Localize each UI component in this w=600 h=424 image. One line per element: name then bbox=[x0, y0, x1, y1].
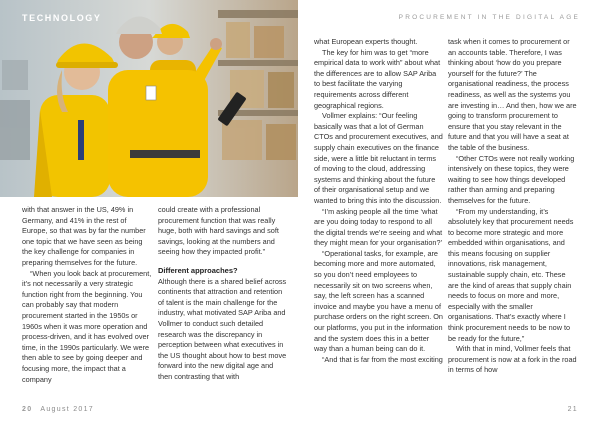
text-column-1 bbox=[22, 205, 153, 385]
text-column-2 bbox=[158, 205, 289, 383]
section-tag: TECHNOLOGY bbox=[22, 13, 102, 23]
article-photo bbox=[0, 0, 298, 197]
paragraph: With that in mind, Vollmer feels that procurement is now at a fork in the road in terms of how bbox=[448, 344, 577, 375]
paragraph: The key for him was to get “more empirical data to work with” about what the differences are to allow SAP Ariba to best facilitate the varying requirements across different geographical regions. bbox=[314, 47, 441, 110]
page-number-right: 21 bbox=[567, 406, 578, 413]
paragraph: what European experts thought. bbox=[314, 37, 418, 46]
subheading: Different approaches? bbox=[158, 265, 238, 275]
warehouse-illustration bbox=[0, 0, 298, 197]
paragraph: Although there is a shared belief across continents that attraction and retention of talent is the main challenge for the industry, what motivated SAP Ariba and Vollmer to conduct such detailed research was the discrepancy in perception between what executives in the US thought about how to best move forward into the new digital age and then contrasting that with bbox=[158, 276, 287, 381]
paragraph: “And that is far from the most exciting bbox=[322, 354, 443, 364]
paragraph: “I’m asking people all the time ‘what are you doing today to respond to all the digital trends we’re seeing and what they might mean for your organisation?’ bbox=[314, 206, 443, 248]
text-column-3 bbox=[314, 37, 443, 365]
paragraph: could create with a professional procurement function that was really huge, both with hard savings and soft savings, looking at the numbers and seeing how they impacted profit.” bbox=[158, 205, 279, 257]
paragraph: with that answer in the US, 49% in Germany, and 41% in the rest of Europe, so that was by far the number one topic that we have seen as being the key challenge for companies in preparing themselves for the future. bbox=[22, 205, 146, 267]
paragraph: task when it comes to procurement or an accounts table. Therefore, I was thinking about ‘how do you prepare yourself for the future?’ The organisational readiness, the process readiness, as well as the systems you are investing in… And then, how we are going to transform procurement to ensure that you stay relevant in the future and that you will have a seat at the table of the business. bbox=[448, 37, 577, 152]
text-column-4 bbox=[448, 37, 578, 376]
running-title: PROCUREMENT IN THE DIGITAL AGE bbox=[398, 14, 580, 21]
paragraph: “From my understanding, it’s absolutely key that procurement needs to become more strategic and more embedded within organisations, and this means focusing on supplier innovations, risk management, sustainable supply chain, etc. These are the kind of areas that supply chain needs to focus on more and more, especially with the smaller organisations. That’s exactly where I think procurement needs to be now to be ready for the future,” bbox=[448, 206, 574, 343]
paragraph: “Other CTOs were not really working intensively on these topics, they were waiting to see how things developed rather than arming and preparing themselves for the future. bbox=[448, 153, 575, 205]
paragraph: “When you look back at procurement, it’s not necessarily a very strategic function right from the beginning. You can probably say that modern procurement started in the 1950s or 1960s when it was more operation and process-driven, and it has evolved over time, in the 1990s particularly. We were then able to see by going deeper and focusing more, the impact that a company bbox=[22, 268, 152, 384]
paragraph: “Operational tasks, for example, are becoming more and more automated, so you don’t need employees to necessarily sit on two screens when, say, the left screen has a scanned invoice and maybe you have a menu of purchase orders on the right screen. On our platforms, you put in the information and the system does this in a better way than a human being can do it. bbox=[314, 248, 443, 354]
page-number-left: 20 bbox=[22, 406, 33, 413]
issue-date: August 2017 bbox=[40, 406, 95, 413]
footer-left bbox=[22, 406, 94, 413]
paragraph: Vollmer explains: “Our feeling basically was that a lot of German CTOs and procurement executives, and supply chain executives on the finance side, were a little bit reluctant in terms of moving to the cloud, addressing systems and thinking about the future of their organisational setup and we wanted to bring this into the discussion. bbox=[314, 111, 443, 205]
